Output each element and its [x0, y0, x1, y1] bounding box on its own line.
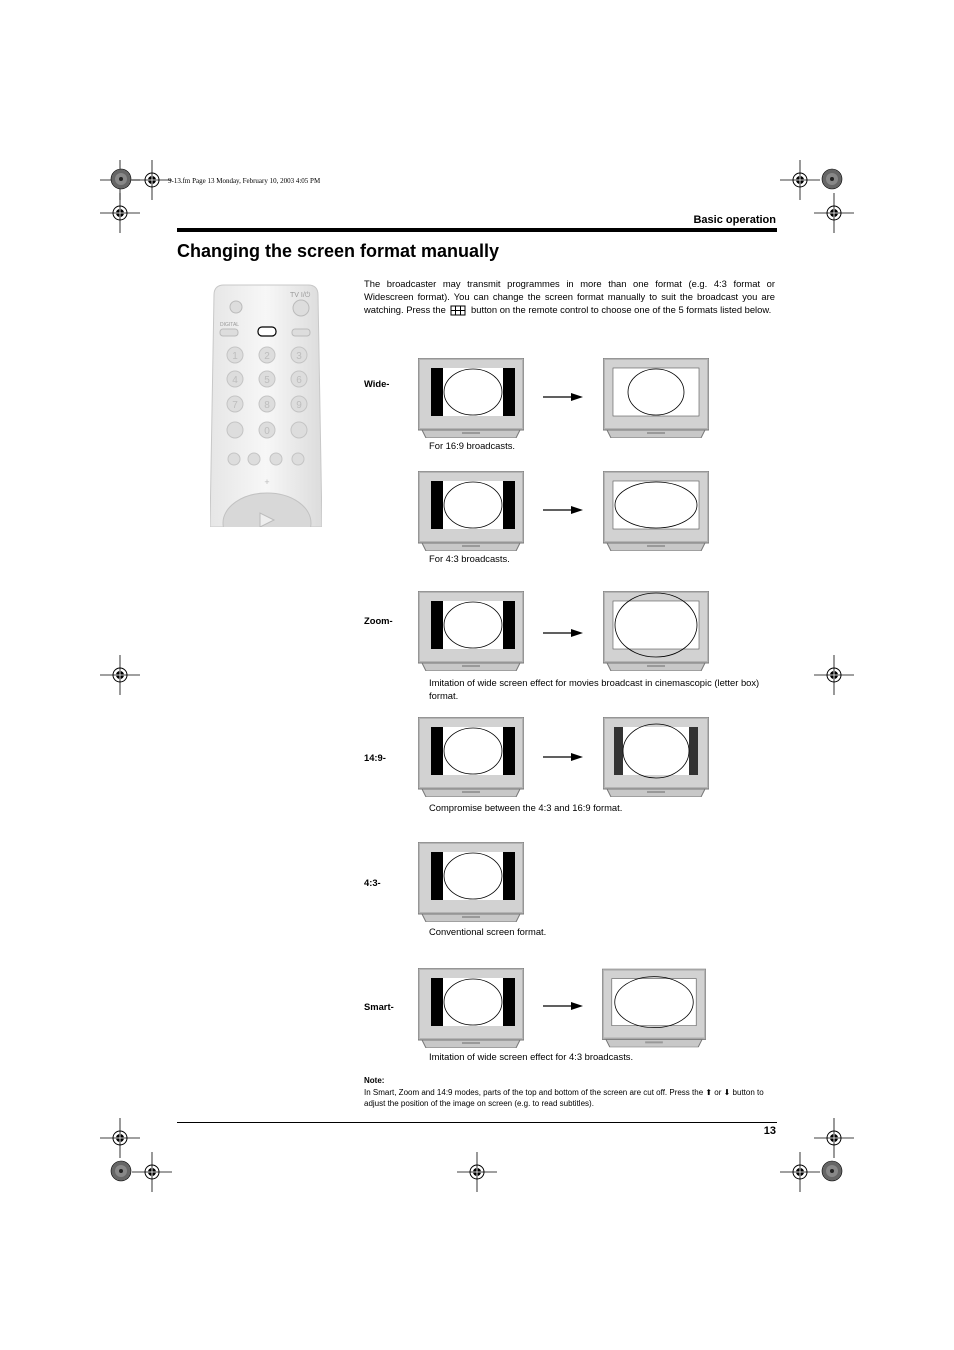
arrow-right-icon	[543, 392, 583, 402]
mode-label-wide: Wide-	[364, 378, 390, 389]
screen-format-button-icon	[450, 305, 466, 316]
remote-button-top-left	[230, 301, 242, 313]
caption-wide-43: For 4:3 broadcasts.	[429, 553, 510, 564]
remote-button-tv-power	[293, 300, 309, 316]
tv-illustration	[418, 717, 524, 797]
arrow-right-icon	[543, 505, 583, 515]
caption-zoom: Imitation of wide screen effect for movies broadcast in cinemascopic (letter box) format.	[429, 677, 760, 701]
page-number: 13	[763, 1125, 776, 1137]
registration-mark-icon	[457, 1152, 497, 1192]
intro-paragraph	[364, 277, 775, 316]
tv-illustration	[602, 968, 706, 1048]
section-label: Basic operation	[693, 214, 776, 226]
caption-14-9: Compromise between the 4:3 and 16:9 format.	[429, 802, 623, 813]
color-target-icon	[821, 168, 843, 190]
remote-key-3: 3	[296, 351, 302, 362]
mode-label-smart: Smart-	[364, 1001, 394, 1012]
top-rule	[177, 228, 777, 232]
tv-illustration	[603, 358, 709, 438]
intro-text-end: button on the remote control to choose one of the 5 formats listed below.	[471, 304, 772, 315]
page-title: Changing the screen format manually	[177, 241, 500, 261]
registration-mark-icon	[100, 655, 140, 695]
remote-key-1: 1	[232, 351, 238, 362]
note-heading: Note:	[364, 1076, 385, 1085]
remote-digital-label: DIGITAL	[220, 322, 240, 328]
mode-label-14-9: 14:9-	[364, 752, 386, 763]
arrow-right-icon	[543, 628, 583, 638]
registration-mark-icon	[814, 1118, 854, 1158]
remote-control-illustration	[210, 283, 322, 527]
registration-mark-icon	[100, 193, 140, 233]
caption-wide-169: For 16:9 broadcasts.	[429, 440, 515, 451]
tv-illustration	[418, 358, 524, 438]
tv-illustration	[603, 591, 709, 671]
arrow-right-icon	[543, 1001, 583, 1011]
file-stamp: 9-13.fm Page 13 Monday, February 10, 2003 4:05 PM	[168, 177, 321, 185]
remote-key-9: 9	[296, 400, 302, 411]
color-target-icon	[110, 168, 132, 190]
remote-key-5: 5	[264, 375, 270, 386]
remote-key-8: 8	[264, 400, 270, 411]
tv-illustration	[418, 842, 524, 922]
intro-text-start: The broadcaster may transmit programmes in more than one format (e.g. 4:3 format or Widescreen format). You can change the screen format manually to suit the broadcast you are watching. Press the	[364, 278, 775, 315]
tv-illustration	[603, 471, 709, 551]
remote-button-screen-format	[258, 327, 276, 336]
caption-4-3: Conventional screen format.	[429, 926, 547, 937]
registration-mark-icon	[132, 1152, 172, 1192]
remote-key-4: 4	[232, 375, 238, 386]
remote-plus-label: +	[264, 477, 270, 487]
mode-label-zoom: Zoom-	[364, 615, 393, 626]
tv-illustration	[418, 471, 524, 551]
remote-key-2: 2	[264, 351, 270, 362]
bottom-rule	[177, 1122, 777, 1123]
registration-mark-icon	[814, 193, 854, 233]
tv-illustration	[418, 591, 524, 671]
remote-key-0: 0	[264, 426, 270, 437]
color-target-icon	[821, 1160, 843, 1182]
registration-mark-icon	[780, 1152, 820, 1192]
tv-illustration	[603, 717, 709, 797]
tv-illustration	[418, 968, 524, 1048]
registration-mark-icon	[814, 655, 854, 695]
remote-tv-power-label: TV I/⏻	[290, 292, 311, 299]
remote-key-7: 7	[232, 400, 238, 411]
remote-key-6: 6	[296, 375, 302, 386]
mode-label-4-3: 4:3-	[364, 877, 381, 888]
note-text: In Smart, Zoom and 14:9 modes, parts of the top and bottom of the screen are cut off. Press the ⬆ or ⬇ button to adjust the position of the image on screen (e.g. to read subtitles).	[364, 1088, 764, 1108]
remote-button-input	[292, 329, 310, 336]
arrow-right-icon	[543, 752, 583, 762]
note-heading-text: Note	[364, 1076, 382, 1085]
remote-button-digital	[220, 329, 238, 336]
caption-smart: Imitation of wide screen effect for 4:3 broadcasts.	[429, 1051, 634, 1062]
color-target-icon	[110, 1160, 132, 1182]
